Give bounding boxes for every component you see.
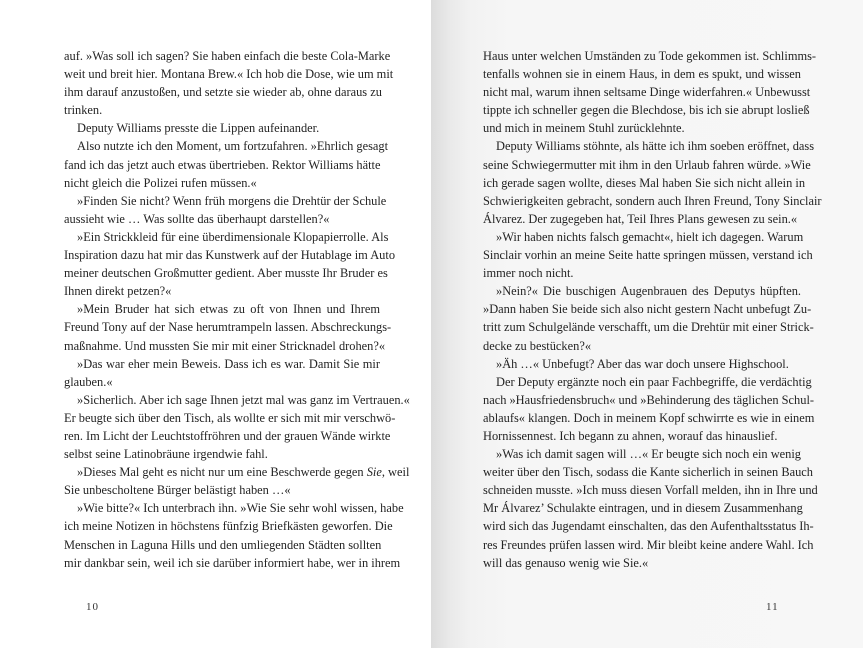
- text-line: Álvarez. Der zugegeben hat, Teil Ihres Plans gewesen zu sein.«: [483, 211, 798, 226]
- text-line: mir dankbar sein, weil ich sie darüber informiert habe, wer in ihrem: [64, 555, 401, 570]
- text-line: ren. Im Licht der Leuchtstoffröhren und der grauen Wände wirkte: [64, 428, 391, 443]
- text-line: »Finden Sie nicht? Wenn früh morgens die Drehtür der Schule: [77, 193, 387, 208]
- text-line: »Wie bitte?« Ich unterbrach ihn. »Wie Sie sehr wohl wissen, habe: [77, 501, 404, 516]
- left-page: [0, 0, 431, 648]
- text-line: »Dieses Mal geht es nicht nur um eine Beschwerde gegen Sie, weil: [77, 465, 410, 480]
- text-line: weiter über den Tisch, sodass die Kante sicherlich in seinen Bauch: [483, 465, 813, 480]
- text-line: ich gerade sagen wollte, dieses Mal haben Sie sich nicht allein in: [483, 175, 806, 190]
- text-line: nicht gleich die Polizei rufen müssen.«: [64, 175, 257, 190]
- text-line: selbst seine Latinobräune irgendwie fahl.: [64, 447, 268, 462]
- text-line: Inspiration dazu hat mir das Kunstwerk auf der Hutablage im Auto: [64, 248, 396, 263]
- text-line: »Mein Bruder hat sich etwas zu oft von Ihnen und Ihrem: [77, 302, 380, 317]
- text-line: Schwierigkeiten gebracht, sondern auch Ihren Freund, Tony Sinclair: [483, 193, 822, 208]
- text-line: »Äh …« Unbefugt? Aber das war doch unsere Highschool.: [496, 356, 789, 371]
- text-line: »Nein?« Die buschigen Augenbrauen des Deputys hüpften.: [496, 284, 801, 299]
- text-line: auf. »Was soll ich sagen? Sie haben einfach die beste Cola-Marke: [64, 49, 391, 63]
- text-line: immer noch nicht.: [483, 266, 574, 281]
- text-line: »Sicherlich. Aber ich sage Ihnen jetzt mal was ganz im Vertrauen.«: [77, 392, 410, 407]
- text-line: trinken.: [64, 103, 103, 118]
- text-line: tippte ich schneller gegen die Blechdose, bis ich sie abrupt losließ: [483, 103, 810, 118]
- right-page: [431, 0, 863, 648]
- text-line: Freund Tony auf der Nase herumtrampeln lassen. Abschreckungs-: [64, 320, 392, 335]
- right-page-text: [483, 47, 822, 572]
- text-line: tenfalls wohnen sie in einem Haus, in dem es spukt, und wissen: [483, 67, 801, 82]
- text-line: meiner deutschen Großmutter gedient. Aber musste Ihr Bruder es: [64, 266, 388, 281]
- text-line: ihm darauf anzustoßen, und setzte sie wieder ab, ohne daraus zu: [64, 85, 382, 100]
- text-line: fand ich das jetzt auch etwas übertrieben. Rektor Williams hätte: [64, 157, 381, 172]
- right-page-number: 11: [766, 601, 779, 613]
- text-line: tritt zum Schulgelände verschafft, um die Drehtür mit einer Strick-: [483, 320, 814, 335]
- text-line: Mr Álvarez’ Schulakte eintragen, und in diesem Zusammenhang: [483, 501, 803, 516]
- left-page-number: 10: [86, 601, 99, 613]
- text-line: »Was ich damit sagen will …« Er beugte sich noch ein wenig: [496, 447, 801, 462]
- text-line: glauben.«: [64, 374, 113, 389]
- text-line: ablaufs« klangen. Doch in meinem Kopf schwirrte es wie in einem: [483, 410, 815, 425]
- text-line: maßnahme. Und mussten Sie mir mit einer Stricknadel drohen?«: [64, 338, 386, 353]
- text-line: Deputy Williams stöhnte, als hätte ich ihm soeben eröffnet, dass: [496, 139, 815, 154]
- text-line: will das genauso wenig wie Sie.«: [483, 555, 649, 570]
- text-line: »Wir haben nichts falsch gemacht«, hielt ich dagegen. Warum: [496, 229, 804, 244]
- text-line: und mich in meinem Stuhl zurücklehnte.: [483, 121, 685, 136]
- text-line: res Freundes prüfen lassen wird. Mir bleibt keine andere Wahl. Ich: [483, 537, 814, 552]
- text-line: Hornissennest. Ich begann zu ahnen, worauf das hinauslief.: [483, 428, 778, 443]
- text-line: Also nutzte ich den Moment, um fortzufahren. »Ehrlich gesagt: [77, 139, 389, 154]
- text-line: aussieht wie … Was sollte das überhaupt darstellen?«: [64, 211, 330, 226]
- left-page-text: [64, 47, 410, 572]
- text-line: seine Schwiegermutter mit ihm in den Urlaub fahren würde. »Wie: [483, 157, 811, 172]
- text-line: Er beugte sich über den Tisch, als wollte er sich mit mir verschwö-: [64, 410, 396, 425]
- text-line: weit und breit hier. Montana Brew.« Ich hob die Dose, wie um mit: [64, 67, 394, 82]
- text-line: wird sich das Jugendamt einschalten, das den Aufenthaltsstatus Ih-: [483, 519, 814, 534]
- text-line: nicht mal, warum ihnen seltsame Dinge widerfahren.« Unbewusst: [483, 85, 811, 100]
- text-line: decke zu bestücken?«: [483, 338, 592, 353]
- text-line: »Das war eher mein Beweis. Dass ich es war. Damit Sie mir: [77, 356, 380, 371]
- text-line: Sinclair vorhin an meine Seite hatte springen müssen, verstand ich: [483, 248, 813, 263]
- text-line: Menschen in Laguna Hills und den umliegenden Städten sollten: [64, 537, 382, 552]
- text-line: Deputy Williams presste die Lippen aufeinander.: [77, 121, 320, 136]
- text-line: Sie unbescholtene Bürger belästigt haben …«: [64, 483, 291, 498]
- text-line: »Ein Strickkleid für eine überdimensionale Klopapierrolle. Als: [77, 229, 389, 244]
- text-line: nach »Hausfriedensbruch« und »Behinderung des täglichen Schul-: [483, 392, 815, 407]
- text-line: Haus unter welchen Umständen zu Tode gekommen ist. Schlimms-: [483, 49, 817, 63]
- text-line: schneiden musste. »Ich muss diesen Vorfall melden, ihn in Ihre und: [483, 483, 818, 498]
- text-line: ich meine Notizen in höchstens fünfzig Briefkästen geworfen. Die: [64, 519, 393, 534]
- text-line: Ihnen direkt petzen?«: [64, 284, 172, 299]
- text-line: »Dann haben Sie beide sich also nicht gestern Nacht unbefugt Zu-: [483, 302, 812, 317]
- text-line: Der Deputy ergänzte noch ein paar Fachbegriffe, die verdächtig: [496, 374, 812, 389]
